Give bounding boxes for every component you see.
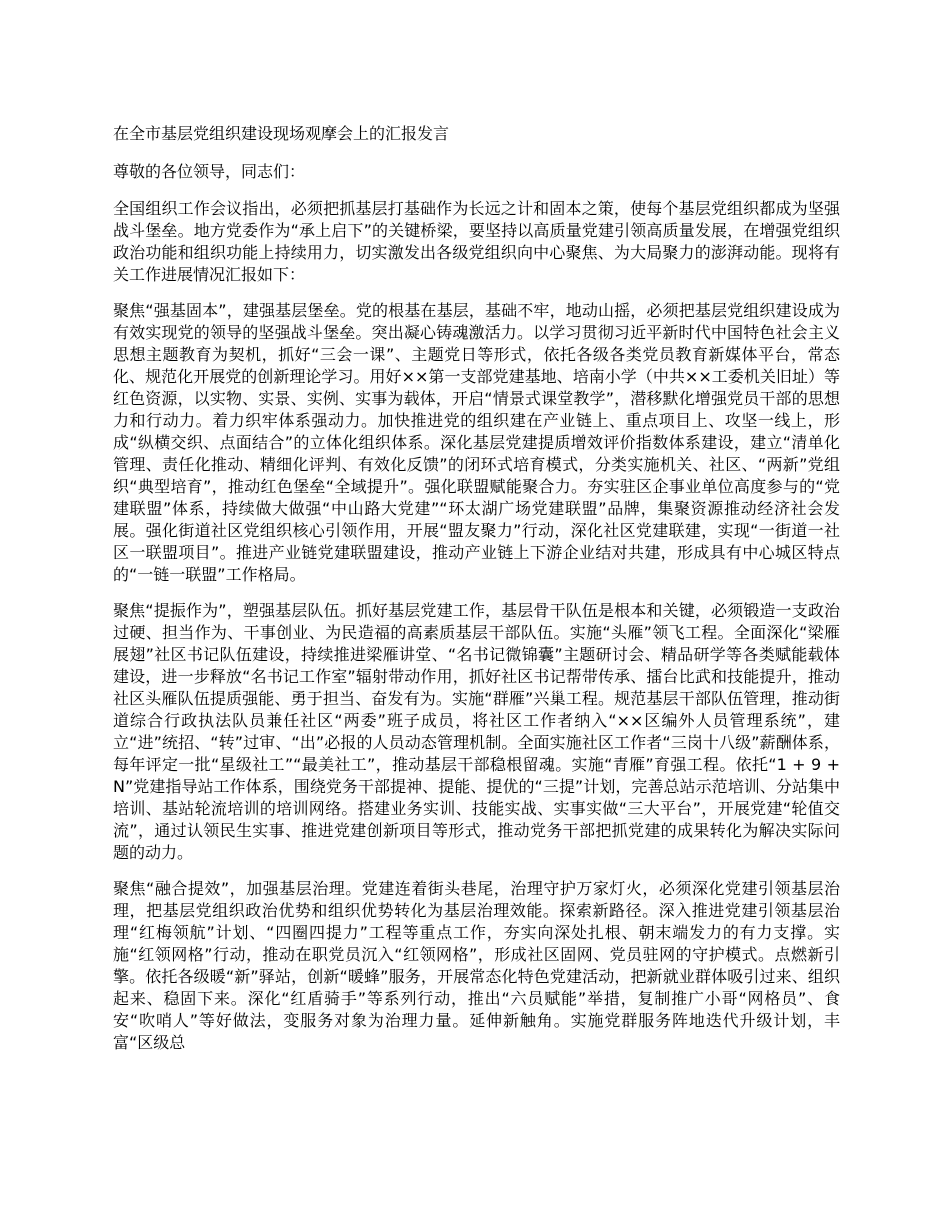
salutation: 尊敬的各位领导，同志们：	[113, 162, 306, 181]
paragraph-strengthen-base: 聚焦“强基固本”，建强基层堡垒。党的根基在基层，基础不牢，地动山摇，必须把基层党组织建设成为有效实现党的领导的坚强战斗堡垒。突出凝心铸魂激活力。以学习贯彻习近平新时代中国特色社会主义思想主题教育为契机，抓好“三会一课”、主题党日等形式，依托各级各类党员教育新媒体平台，常态化、规范化开展党的创新理论学习。用好××第一支部党建基地、培南小学（中共××工委机关旧址）等红色资源，以实物、实景、实例、实事为载体，开启“情景式课堂教学”，潜移默化增强党员干部的思想力和行动力。着力织牢体系强动力。加快推进党的组织建在产业链上、重点项目上、攻坚一线上，形成“纵横交织、点面结合”的立体化组织体系。深化基层党建提质增效评价指数体系建设，建立“清单化管理、责任化推动、精细化评判、有效化反馈”的闭环式培育模式，分类实施机关、社区、“两新”党组织“典型培育”，推动红色堡垒“全域提升”。强化联盟赋能聚合力。夯实驻区企事业单位高度参与的“党建联盟”体系，持续做大做强“中山路大党建”“环太湖广场党建联盟”品牌，集聚资源推动经济社会发展。强化街道社区党组织核心引领作用，开展“盟友聚力”行动，深化社区党建联建，实现“一街道一社区一联盟项目”。推进产业链党建联盟建设，推动产业链上下游企业结对共建，形成具有中心城区特点的“一链一联盟”工作格局。	[113, 301, 840, 584]
paragraph-governance: 聚焦“融合提效”，加强基层治理。党建连着街头巷尾，治理守护万家灯火，必须深化党建引领基层治理，把基层党组织政治优势和组织优势转化为基层治理效能。探索新路径。深入推进党建引领基层治理“红梅领航”计划、“四圈四提力”工程等重点工作，夯实向深处扎根、朝末端发力的有力支撑。实施“红领网格”行动，推动在职党员沉入“红领网格”，形成社区固网、党员驻网的守护模式。点燃新引擎。依托各级暖“新”驿站，创新“暖蜂”服务，开展常态化特色党建活动，把新就业群体吸引过来、组织起来、稳固下来。深化“红盾骑手”等系列行动，推出“六员赋能”举措，复制推广小哥“网格员”、食安“吹哨人”等好做法，变服务对象为治理力量。延伸新触角。实施党群服务阵地迭代升级计划，丰富“区级总	[113, 879, 840, 1052]
paragraph-intro: 全国组织工作会议指出，必须把抓基层打基础作为长远之计和固本之策，使每个基层党组织都成为坚强战斗堡垒。地方党委作为“承上启下”的关键桥梁，要坚持以高质量党建引领高质量发展，在增强党组织政治功能和组织功能上持续用力，切实激发出各级党组织向中心聚焦、为大局聚力的澎湃动能。现将有关工作进展情况汇报如下：	[113, 199, 840, 284]
document-page	[113, 122, 840, 1068]
document-title: 在全市基层党组织建设现场观摩会上的汇报发言	[113, 124, 450, 143]
paragraph-team-building: 聚焦“提振作为”，塑强基层队伍。抓好基层党建工作，基层骨干队伍是根本和关键，必须锻造一支政治过硬、担当作为、干事创业、为民造福的高素质基层干部队伍。实施“头雁”领飞工程。全面深化“梁雁展翅”社区书记队伍建设，持续推进梁雁讲堂、“名书记微锦囊”主题研讨会、精品研学等各类赋能载体建设，进一步释放“名书记工作室”辐射带动作用，抓好社区书记帮带传承、擂台比武和技能提升，推动社区头雁队伍提质强能、勇于担当、奋发有为。实施“群雁”兴巢工程。规范基层干部队伍管理，推动街道综合行政执法队员兼任社区“两委”班子成员，将社区工作者纳入“××区编外人员管理系统”，建立“进”统招、“转”过审、“出”必报的人员动态管理机制。全面实施社区工作者“三岗十八级”薪酬体系，每年评定一批“星级社工”“最美社工”，推动基层干部稳根留魂。实施“青雁”育强工程。依托“1 + 9 + N”党建指导站工作体系，围绕党务干部提神、提能、提优的“三提”计划，完善总站示范培训、分站集中培训、基站轮流培训的培训网络。搭建业务实训、技能实战、实事实做“三大平台”，开展党建“轮值交流”，通过认领民生实事、推进党建创新项目等形式，推动党务干部把抓党建的成果转化为解决实际问题的动力。	[113, 601, 840, 862]
